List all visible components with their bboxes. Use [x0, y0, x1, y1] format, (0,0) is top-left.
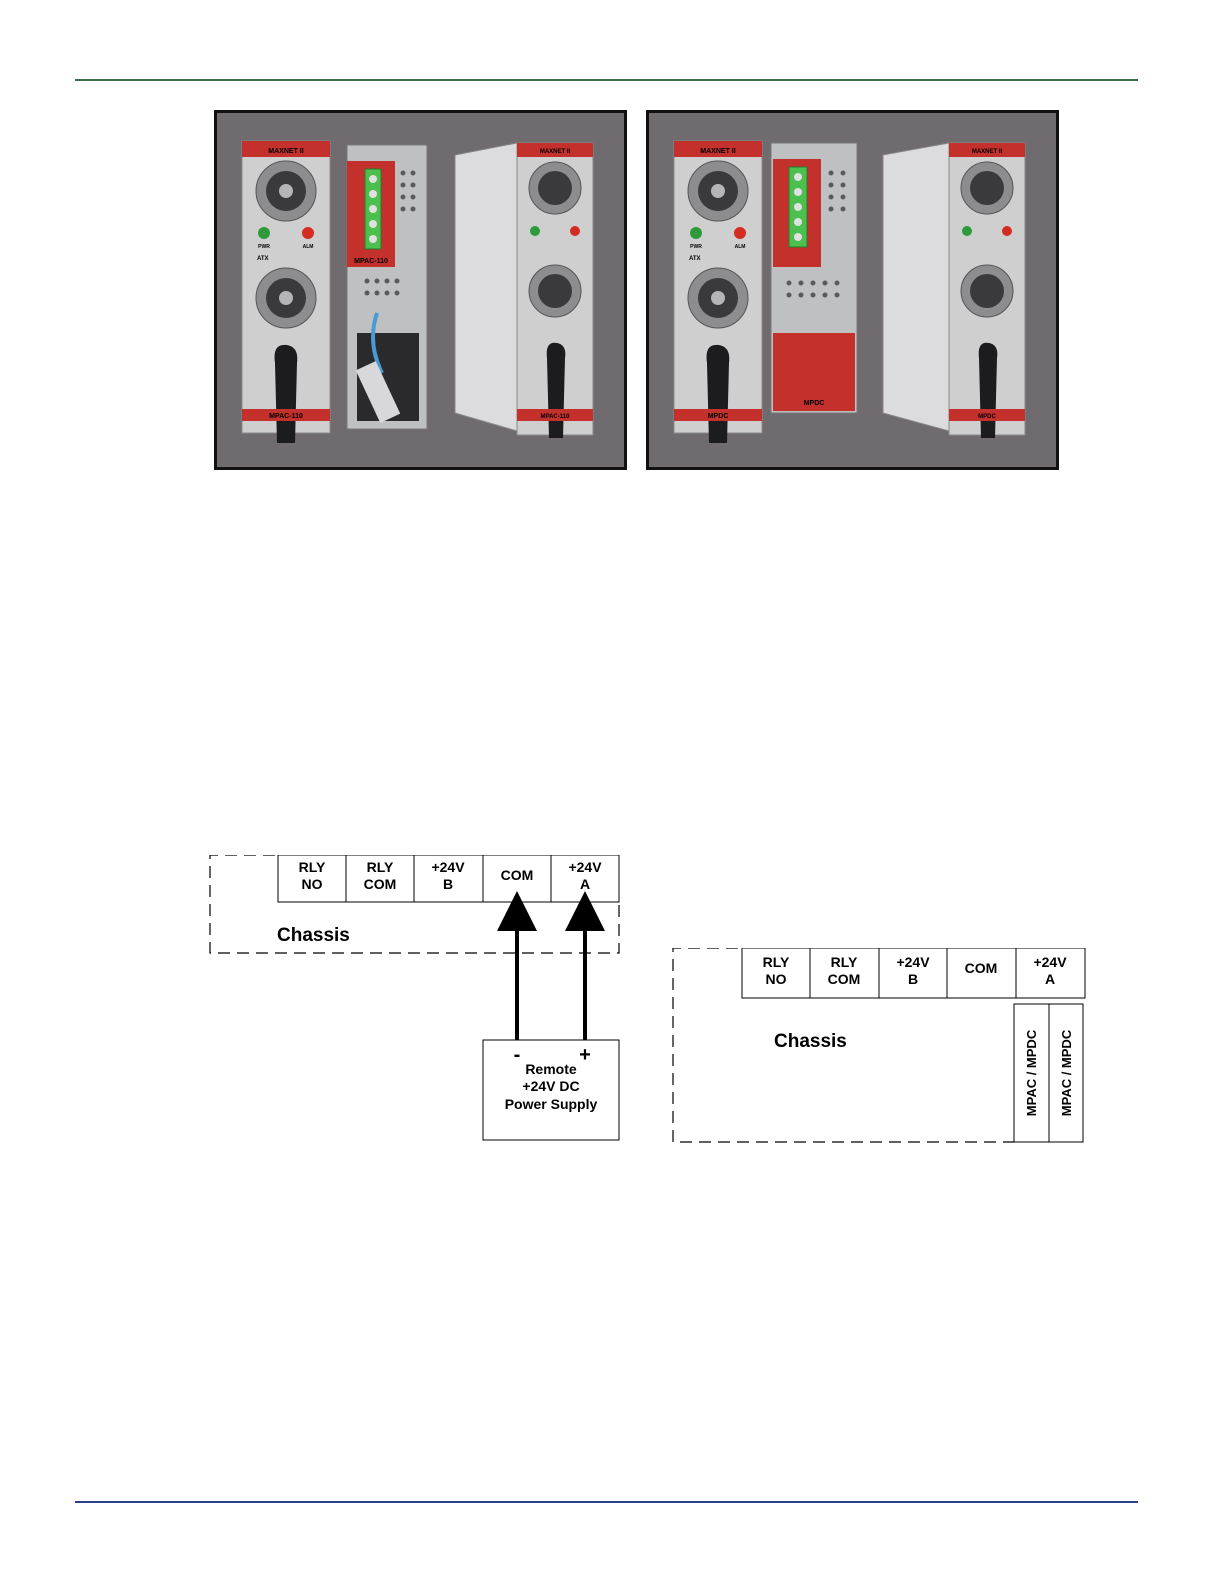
slot-label-1: MPAC / MPDC — [1024, 1029, 1039, 1117]
terminal-rly-no-line1: RLY — [762, 954, 790, 970]
terminal-rly-com-line1: RLY — [366, 859, 394, 875]
brand-label-2: MAXNET II — [971, 149, 1003, 155]
wiring-diagram-module-supply — [670, 948, 1100, 1158]
supply-line1: Remote — [525, 1061, 577, 1077]
terminal-rly-no-line1: RLY — [298, 859, 326, 875]
brand-label: MAXNET II — [700, 148, 736, 155]
alm-led-icon — [302, 227, 314, 239]
front-label: MPDC — [707, 413, 729, 420]
pwr-label: PWR — [258, 244, 270, 250]
brand-label-2: MAXNET II — [539, 149, 571, 155]
terminal-24v-a-line1: +24V — [568, 859, 602, 875]
terminal-24v-a-line2: A — [1044, 971, 1056, 987]
pwr-label: PWR — [690, 244, 702, 250]
terminal-24v-b-line1: +24V — [431, 859, 465, 875]
handle-icon — [275, 345, 298, 443]
pwr-led-icon — [258, 227, 270, 239]
wiring-diagram-remote-supply — [205, 855, 635, 1155]
module-rear — [347, 145, 427, 429]
module-rear — [771, 143, 857, 413]
terminal-24v-b-line2: B — [907, 971, 919, 987]
brand-label: MAXNET II — [268, 148, 304, 155]
header-rule — [75, 79, 1138, 81]
terminal-24v-b-line2: B — [442, 876, 454, 892]
alm-label: ALM — [302, 244, 314, 250]
terminal-rly-com-line2: COM — [827, 971, 861, 987]
alm-led-icon — [734, 227, 746, 239]
supply-line2: +24V DC — [522, 1078, 580, 1094]
chassis-label: Chassis — [774, 1031, 847, 1052]
terminal-com: COM — [964, 960, 998, 976]
terminal-rly-com-line2: COM — [363, 876, 397, 892]
atx-badge: ATX — [257, 256, 269, 262]
terminal-rly-no-line2: NO — [301, 876, 323, 892]
module-slots — [1014, 1004, 1083, 1142]
terminal-24v-a-line1: +24V — [1033, 954, 1067, 970]
chassis-label: Chassis — [277, 925, 350, 946]
footer-rule — [75, 1501, 1138, 1503]
module-side — [883, 143, 1025, 438]
supply-plus: + — [579, 1044, 591, 1066]
terminal-block — [742, 948, 1085, 998]
front-label-2: MPDC — [978, 414, 996, 420]
module-front-left — [242, 141, 330, 443]
photo-mpdc-modules — [646, 110, 1059, 470]
module-front-left — [674, 141, 762, 443]
atx-badge: ATX — [689, 256, 701, 262]
module-side — [455, 143, 593, 438]
supply-minus: - — [513, 1044, 521, 1066]
front-label-2: MPAC-110 — [540, 414, 570, 420]
terminal-24v-a-line2: A — [579, 876, 591, 892]
module-label: MPDC — [803, 400, 825, 407]
handle-icon — [707, 345, 730, 443]
front-label: MPAC-110 — [269, 413, 303, 420]
pwr-led-icon — [690, 227, 702, 239]
terminal-rly-com-line1: RLY — [830, 954, 858, 970]
photo-mpac-modules — [214, 110, 627, 470]
terminal-24v-b-line1: +24V — [896, 954, 930, 970]
remote-power-supply — [483, 1040, 619, 1140]
terminal-rly-no-line2: NO — [765, 971, 787, 987]
alm-label: ALM — [734, 244, 746, 250]
slot-label-2: MPAC / MPDC — [1059, 1029, 1074, 1117]
terminal-block — [278, 855, 619, 902]
supply-line3: Power Supply — [504, 1096, 598, 1112]
module-label: MPAC-110 — [354, 258, 388, 265]
terminal-com: COM — [500, 867, 534, 883]
